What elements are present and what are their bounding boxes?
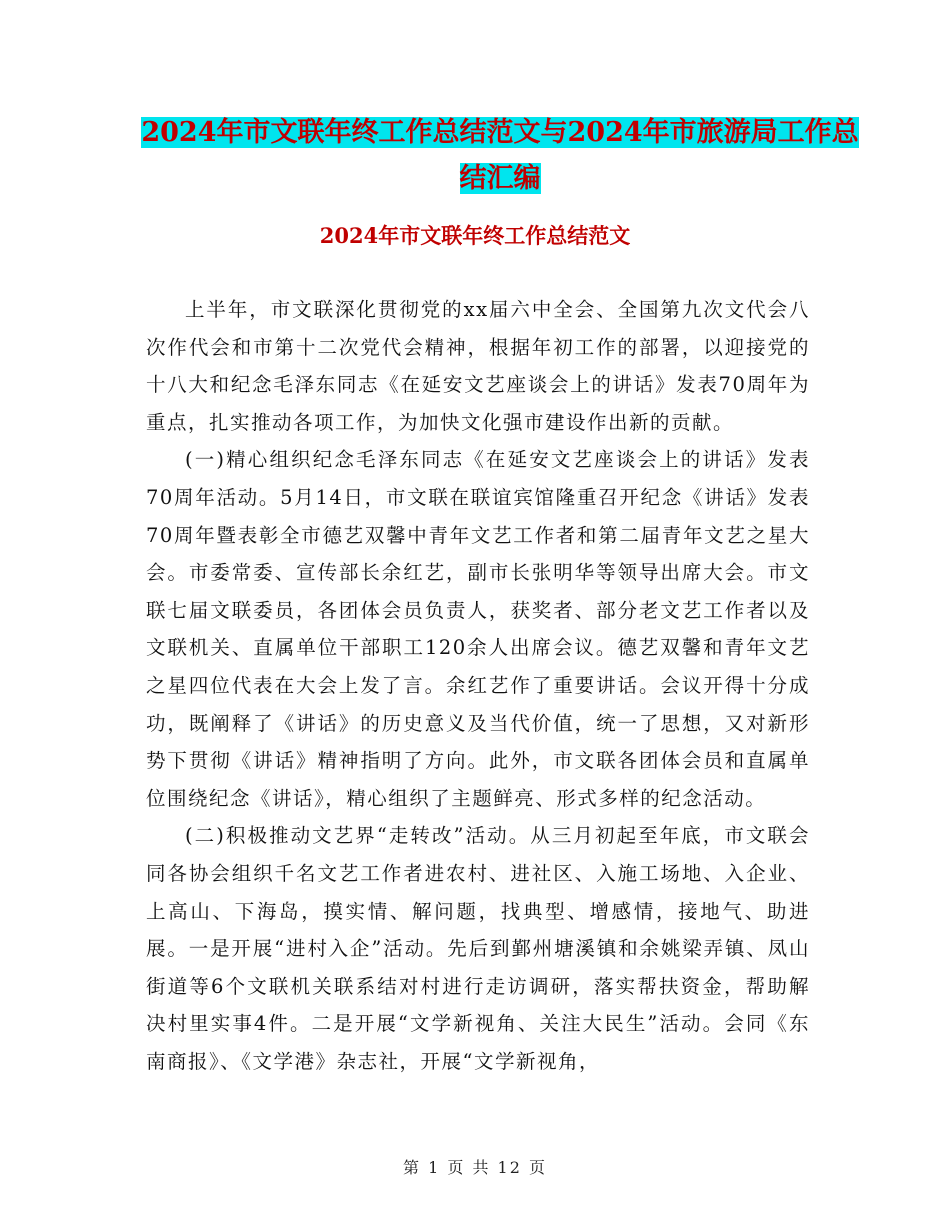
document-body — [146, 291, 810, 1080]
paragraph: 上半年，市文联深化贯彻党的xx届六中全会、全国第九次文代会八次作代会和市第十二次党代会精神，根据年初工作的部署，以迎接党的十八大和纪念毛泽东同志《在延安文艺座谈会上的讲话》发表70周年为重点，扎实推动各项工作，为加快文化强市建设作出新的贡献。 — [146, 298, 810, 434]
paragraph: (二)积极推动文艺界“走转改”活动。从三月初起至年底，市文联会同各协会组织千名文艺工作者进农村、进社区、入施工场地、入企业、上高山、下海岛，摸实情、解问题，找典型、增感情，接地气、助进展。一是开展“进村入企”活动。先后到鄞州塘溪镇和余姚梁弄镇、凤山街道等6个文联机关联系结对村进行走访调研，落实帮扶资金，帮助解决村里实事4件。二是开展“文学新视角、关注大民生”活动。会同《东南商报》、《文学港》杂志社，开展“文学新视角， — [146, 824, 810, 1073]
document-title-text: 2024年市文联年终工作总结范文与2024年市旅游局工作总结汇编 — [141, 117, 859, 194]
document-title — [140, 110, 860, 202]
paragraph: (一)精心组织纪念毛泽东同志《在延安文艺座谈会上的讲话》发表70周年活动。5月14日，市文联在联谊宾馆隆重召开纪念《讲话》发表70周年暨表彰全市德艺双馨中青年文艺工作者和第二届青年文艺之星大会。市委常委、宣传部长余红艺，副市长张明华等领导出席大会。市文联七届文联委员，各团体会员负责人，获奖者、部分老文艺工作者以及文联机关、直属单位干部职工120余人出席会议。德艺双馨和青年文艺之星四位代表在大会上发了言。余红艺作了重要讲话。会议开得十分成功，既阐释了《讲话》的历史意义及当代价值，统一了思想，又对新形势下贯彻《讲话》精神指明了方向。此外，市文联各团体会员和直属单位围绕纪念《讲话》，精心组织了主题鲜亮、形式多样的纪念活动。 — [146, 448, 810, 810]
page-footer: 第 1 页 共 12 页 — [403, 1158, 547, 1177]
section-heading: 2024年市文联年终工作总结范文 — [319, 223, 631, 248]
